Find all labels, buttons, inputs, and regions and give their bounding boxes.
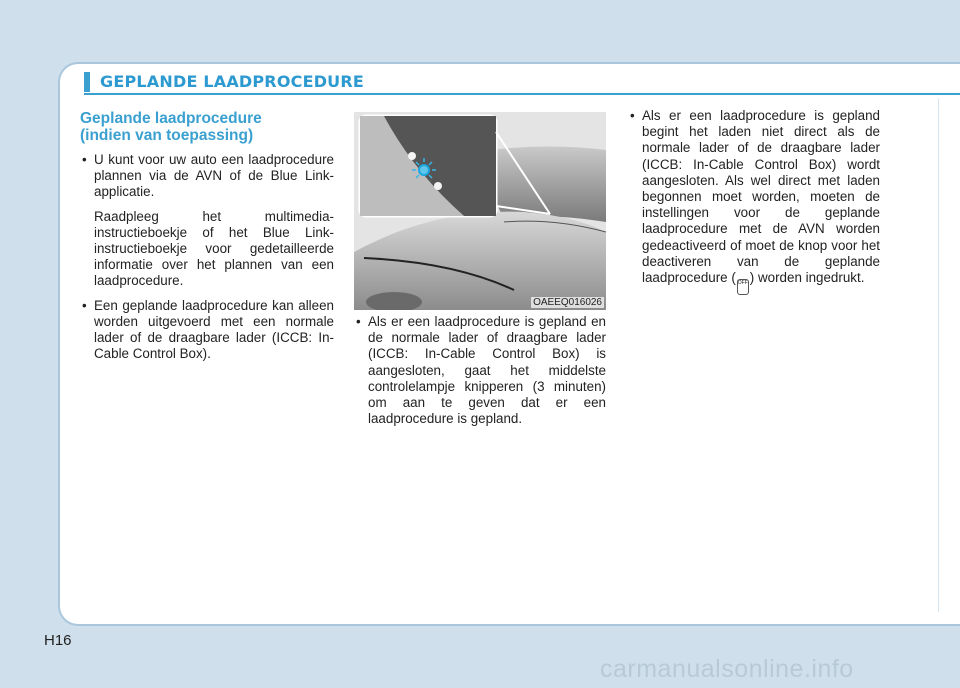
paragraph: Raadpleeg het multimedia-instructieboekje of het Blue Link-instructieboekje voor gedetailleerde informatie over het plannen van een laadprocedure. — [94, 208, 334, 289]
bullet-text: Als er een laadprocedure is gepland en de normale lader of draagbare lader (ICCB: In-Cable Control Box) is aangesloten, gaat het middelste controlelampje knipperen (3 minuten) om aan te geven dat er een laadprocedure is gepland. — [368, 314, 606, 427]
figure-code: OAEEQ016026 — [533, 297, 602, 308]
bullet-dot: • — [82, 152, 87, 167]
car-illustration — [354, 112, 606, 310]
bullet-text: Als er een laadprocedure is gepland begint het laden niet direct als de normale lader of de draagbare lader (ICCB: In-Cable Control Box) wordt aangesloten. Als wel direct met laden begonnen moet worden, moeten de instellingen voor de geplande laadprocedure met de AVN worden gedeactiveerd of moet de knop voor het deactiveren van de geplande laadprocedure ( — [642, 108, 880, 286]
column-3 — [628, 108, 880, 303]
column-2 — [354, 314, 606, 435]
bullet-text: Een geplande laadprocedure kan alleen worden uitgevoerd met een normale lader of de draagbare lader (ICCB: In-Cable Control Box). — [94, 297, 334, 362]
bullet-item — [80, 152, 334, 201]
subsection-heading — [80, 110, 334, 144]
bullet-item — [80, 298, 334, 363]
bullet-dot: • — [630, 108, 635, 123]
column-1 — [80, 108, 334, 370]
bullet-item — [628, 108, 880, 295]
bullet-item — [354, 314, 606, 427]
section-marker — [84, 72, 90, 92]
button-icon-label: OFF — [737, 280, 748, 287]
bullet-dot: • — [82, 297, 87, 313]
bullet-text: U kunt voor uw auto een laadprocedure plannen via de AVN of de Blue Link-applicatie. — [94, 152, 334, 200]
heading-line-1: Geplande laadprocedure — [80, 110, 262, 127]
right-rule — [938, 98, 939, 612]
scheduled-charge-off-button-icon — [737, 279, 749, 295]
bullet-dot: • — [356, 314, 361, 329]
bullet-text-end: ) worden ingedrukt. — [749, 270, 865, 286]
page-number: H16 — [44, 632, 72, 649]
car-charging-indicator-image — [354, 112, 606, 310]
section-title: GEPLANDE LAADPROCEDURE — [100, 72, 365, 91]
watermark: carmanualsonline.info — [600, 655, 854, 683]
section-rule — [84, 93, 960, 95]
heading-line-2: (indien van toepassing) — [80, 127, 254, 144]
